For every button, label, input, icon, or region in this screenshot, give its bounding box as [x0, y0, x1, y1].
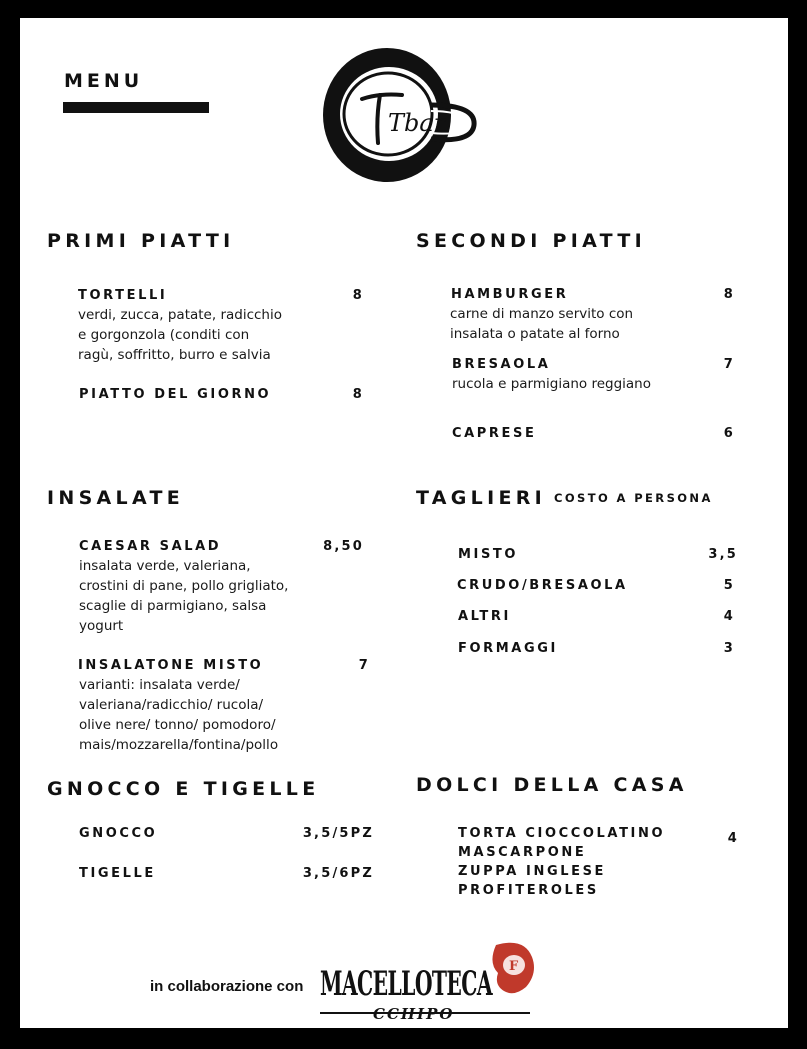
item-name: BRESAOLA [452, 357, 551, 372]
macelloteca-logo-text: MACELLOTECA [320, 964, 493, 1004]
dessert-item: MASCARPONE [458, 845, 587, 860]
item-description [78, 305, 282, 365]
item-price: 4 [723, 609, 735, 624]
menu-page [20, 18, 788, 1028]
item-price: 7 [358, 658, 370, 673]
steak-icon-initial: F [509, 959, 519, 974]
item-price: 8 [352, 387, 364, 402]
item-name: HAMBURGER [451, 287, 569, 302]
item-price: 3,5/5PZ [302, 826, 374, 841]
description-line: crostini di pane, pollo grigliato, [79, 578, 289, 594]
description-line: yogurt [79, 618, 124, 634]
description-line: e gorgonzola (conditi con [78, 327, 250, 343]
item-price: 3,5 [708, 547, 738, 562]
item-description [79, 675, 278, 755]
section-title-taglieri: TAGLIERI [416, 487, 547, 509]
item-name: GNOCCO [79, 826, 158, 841]
description-line: mais/mozzarella/fontina/pollo [79, 737, 279, 753]
description-line: ragù, soffritto, burro e salvia [78, 347, 271, 363]
item-price: 3,5/6PZ [302, 866, 374, 881]
item-description [452, 374, 651, 394]
item-name: ALTRI [458, 609, 511, 624]
item-description [450, 304, 633, 344]
macelloteca-logo-subtext: CCHIPO [373, 1005, 455, 1023]
description-line: carne di manzo servito con [450, 306, 634, 322]
item-name: CRUDO/BRESAOLA [457, 578, 628, 593]
item-name: CAPRESE [452, 426, 537, 441]
dessert-price: 4 [727, 831, 739, 846]
description-line: insalata verde, valeriana, [79, 558, 251, 574]
item-name: TORTELLI [78, 288, 168, 303]
tbar-logo [318, 43, 480, 185]
menu-title: MENU [64, 70, 144, 92]
section-title-dolci: DOLCI DELLA CASA [416, 774, 688, 796]
item-name: TIGELLE [79, 866, 156, 881]
steak-icon [492, 943, 534, 994]
description-line: varianti: insalata verde/ [79, 677, 240, 693]
dessert-item: PROFITEROLES [458, 883, 599, 898]
description-line: scaglie di parmigiano, salsa [79, 598, 267, 614]
item-name: INSALATONE MISTO [78, 658, 264, 673]
dessert-item: TORTA CIOCCOLATINO [458, 826, 666, 841]
dessert-item: ZUPPA INGLESE [458, 864, 607, 879]
item-price: 5 [723, 578, 735, 593]
description-line: insalata o patate al forno [450, 326, 620, 342]
section-title-insalate: INSALATE [47, 487, 185, 509]
tbar-logo-text: Tbar [388, 109, 446, 137]
description-line: verdi, zucca, patate, radicchio [78, 307, 282, 323]
item-price: 8 [352, 288, 364, 303]
item-name: FORMAGGI [458, 641, 558, 656]
description-line: rucola e parmigiano reggiano [452, 376, 651, 392]
item-price: 3 [723, 641, 735, 656]
section-title-primi: PRIMI PIATTI [47, 230, 235, 252]
collab-text: in collaborazione con [150, 978, 304, 995]
item-price: 6 [723, 426, 735, 441]
item-name: CAESAR SALAD [79, 539, 222, 554]
item-description [79, 556, 288, 636]
item-name: PIATTO DEL GIORNO [79, 387, 272, 402]
section-title-gnocco: GNOCCO E TIGELLE [47, 778, 320, 800]
macelloteca-logo [318, 933, 538, 1028]
item-name: MISTO [458, 547, 519, 562]
description-line: valeriana/radicchio/ rucola/ [79, 697, 264, 713]
section-title-secondi: SECONDI PIATTI [416, 230, 646, 252]
item-price: 8 [723, 287, 735, 302]
menu-title-underline [63, 102, 209, 113]
taglieri-subtitle: COSTO A PERSONA [554, 491, 713, 505]
item-price: 7 [723, 357, 735, 372]
description-line: olive nere/ tonno/ pomodoro/ [79, 717, 276, 733]
item-price: 8,50 [323, 539, 364, 554]
